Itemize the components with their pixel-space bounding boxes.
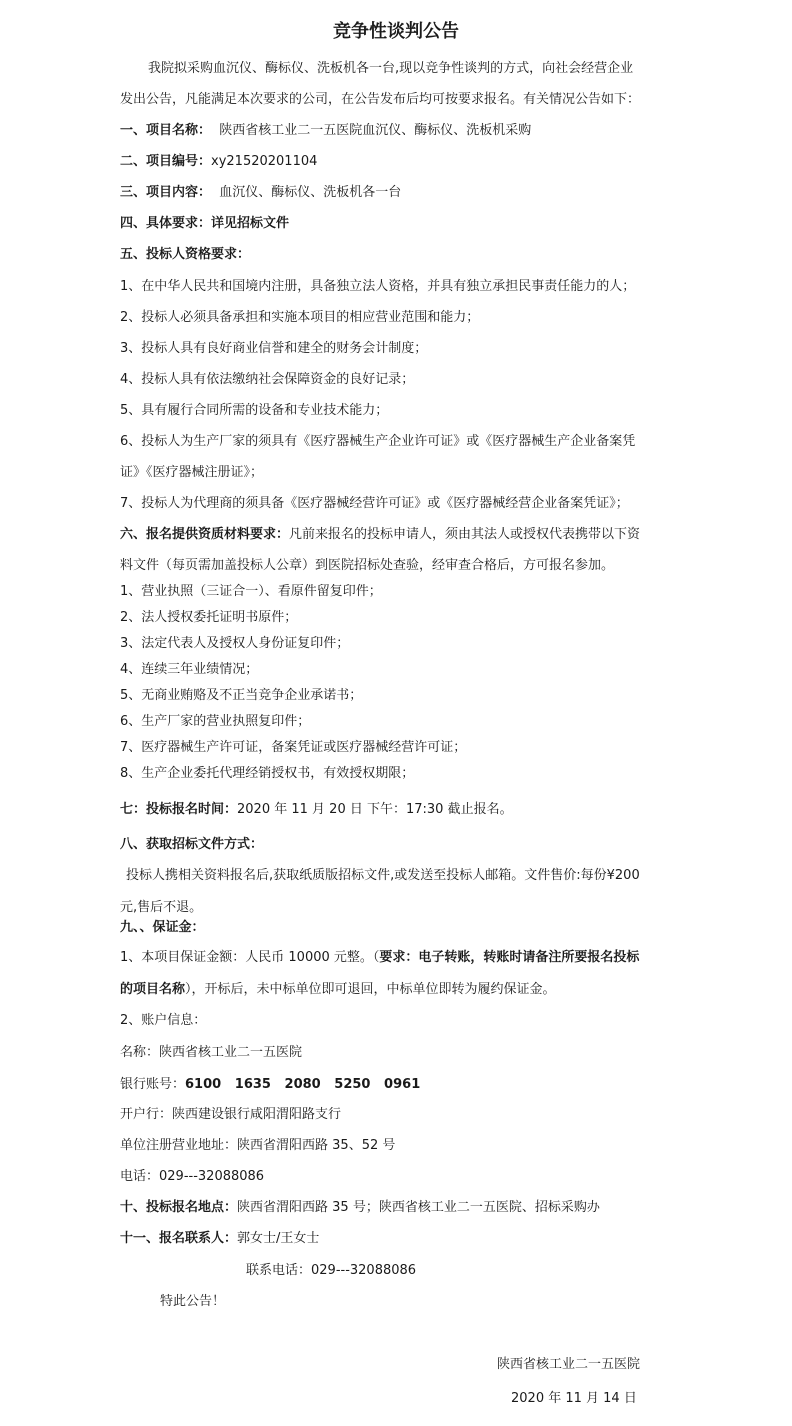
materials-text: 凡前来报名的投标申请人，须由其法人或授权代表携带以下资: [289, 527, 641, 542]
phone-value: 029---32088086: [159, 1169, 265, 1184]
material-item: 4、连续三年业绩情况；: [120, 662, 259, 677]
bank-branch-value: 陕西建设银行咸阳渭阳路支行: [172, 1107, 342, 1122]
qualification-item: 1、在中华人民共和国境内注册，具备独立法人资格，并具有独立承担民事责任能力的人；: [120, 279, 636, 294]
qualification-item: 5、具有履行合同所需的设备和专业技术能力；: [120, 403, 389, 418]
qualification-item: 3、投标人具有良好商业信誉和建全的财务会计制度；: [120, 341, 428, 356]
bank-account-value: 6100 1635 2080 5250 0961: [185, 1077, 421, 1092]
qualification-item: 6、投标人为生产厂家的须具有《医疗器械生产企业许可证》或《医疗器械生产企业备案凭: [120, 434, 636, 449]
section-project-name: [120, 123, 531, 139]
section-label: 八、获取招标文件方式：: [120, 837, 264, 852]
section-qualifications: [120, 247, 250, 263]
contact-phone: 联系电话：029---32088086: [246, 1263, 417, 1278]
qualification-item: 4、投标人具有依法缴纳社会保障资金的良好记录；: [120, 372, 415, 387]
section-label: 二、项目编号：: [120, 154, 212, 169]
account-name-value: 陕西省核工业二一五医院: [159, 1045, 303, 1060]
material-item: 1、营业执照（三证合一）、看原件留复印件；: [120, 584, 382, 599]
section-label: 四、具体要求：详见招标文件: [120, 216, 290, 231]
contact-value: 郭女士/王女士: [237, 1231, 320, 1246]
section-bid-location: [120, 1200, 600, 1216]
section-label: 十、投标报名地点：: [120, 1200, 238, 1215]
bid-location-value: 陕西省渭阳西路 35 号；陕西省核工业二一五医院、招标采购办: [237, 1200, 600, 1215]
field-label: 名称：: [120, 1045, 160, 1060]
deposit-refund: ），开标后，未中标单位即可退回，中标单位即转为履约保证金。: [185, 982, 556, 997]
section-materials: [120, 527, 640, 543]
material-item: 8、生产企业委托代理经销授权书，有效授权期限；: [120, 766, 415, 781]
material-item: 2、法人授权委托证明书原件；: [120, 610, 298, 625]
signature: 陕西省核工业二一五医院: [497, 1357, 641, 1372]
deposit-requirement: 要求：电子转账，转账时请备注所要报名投标: [379, 950, 640, 965]
section-bid-time: [120, 802, 513, 818]
qualification-item: 7、投标人为代理商的须具备《医疗器械经营许可证》或《医疗器械经营企业备案凭证》；: [120, 496, 629, 511]
bank-branch: [120, 1107, 341, 1123]
deposit-amount: 1、本项目保证金额：人民币 10000 元整。（: [120, 950, 380, 965]
section-deposit: [120, 920, 205, 936]
deposit-paragraph: [120, 982, 556, 998]
date: 2020 年 11 月 14 日: [511, 1391, 637, 1406]
section-label: 三、项目内容：: [120, 185, 212, 200]
bank-account: [120, 1077, 420, 1093]
field-label: 单位注册营业地址：: [120, 1138, 238, 1153]
registered-address: [120, 1138, 395, 1154]
section-label: 五、投标人资格要求：: [120, 247, 251, 262]
section-contact: [120, 1231, 319, 1247]
section-label: 十一、报名联系人：: [120, 1231, 238, 1246]
section-project-number: [120, 154, 317, 170]
account-name: [120, 1045, 302, 1061]
registered-address-value: 陕西省渭阳西路 35、52 号: [237, 1138, 396, 1153]
field-label: 银行账号：: [120, 1077, 186, 1092]
page-title: 竞争性谈判公告: [333, 21, 459, 42]
doc-access-line: 元,售后不退。: [120, 900, 203, 915]
field-label: 电话：: [120, 1169, 160, 1184]
intro-line-1: 我院拟采购血沉仪、酶标仪、洗板机各一台,现以竞争性谈判的方式，向社会经营企业: [148, 61, 634, 76]
doc-access-line: 投标人携相关资料报名后,获取纸质版招标文件,或发送至投标人邮箱。文件售价:每份¥200: [126, 868, 640, 883]
section-doc-access: [120, 837, 263, 853]
qualification-item: 证》《医疗器械注册证》；: [120, 465, 264, 480]
deposit-requirement: 的项目名称: [120, 982, 186, 997]
closing-text: 特此公告！: [160, 1294, 226, 1309]
material-item: 6、生产厂家的营业执照复印件；: [120, 714, 311, 729]
field-label: 开户行：: [120, 1107, 173, 1122]
project-name-value: 陕西省核工业二一五医院血沉仪、酶标仪、洗板机采购: [219, 123, 532, 138]
intro-line-2: 发出公告，凡能满足本次要求的公司，在公告发布后均可按要求报名。有关情况公告如下：: [120, 92, 641, 107]
material-item: 5、无商业贿赂及不正当竞争企业承诺书；: [120, 688, 363, 703]
material-item: 7、医疗器械生产许可证，备案凭证或医疗器械经营许可证；: [120, 740, 467, 755]
qualification-item: 2、投标人必须具备承担和实施本项目的相应营业范围和能力；: [120, 310, 480, 325]
bid-time-value: 2020 年 11 月 20 日 下午：17:30 截止报名。: [237, 802, 513, 817]
materials-text: 料文件（每页需加盖投标人公章）到医院招标处查验，经审查合格后，方可报名参加。: [120, 558, 615, 573]
project-content-value: 血沉仪、酶标仪、洗板机各一台: [219, 185, 402, 200]
section-label: 一、项目名称：: [120, 123, 212, 138]
deposit-paragraph: [120, 950, 639, 966]
account-info-label: 2、账户信息：: [120, 1013, 207, 1028]
section-label: 六、报名提供资质材料要求：: [120, 527, 290, 542]
phone: [120, 1169, 264, 1185]
section-requirements: [120, 216, 289, 232]
section-project-content: [120, 185, 401, 201]
project-number-value: xy21520201104: [211, 154, 318, 169]
section-label: 九、、保证金：: [120, 920, 205, 935]
section-label: 七：投标报名时间：: [120, 802, 238, 817]
material-item: 3、法定代表人及授权人身份证复印件；: [120, 636, 350, 651]
